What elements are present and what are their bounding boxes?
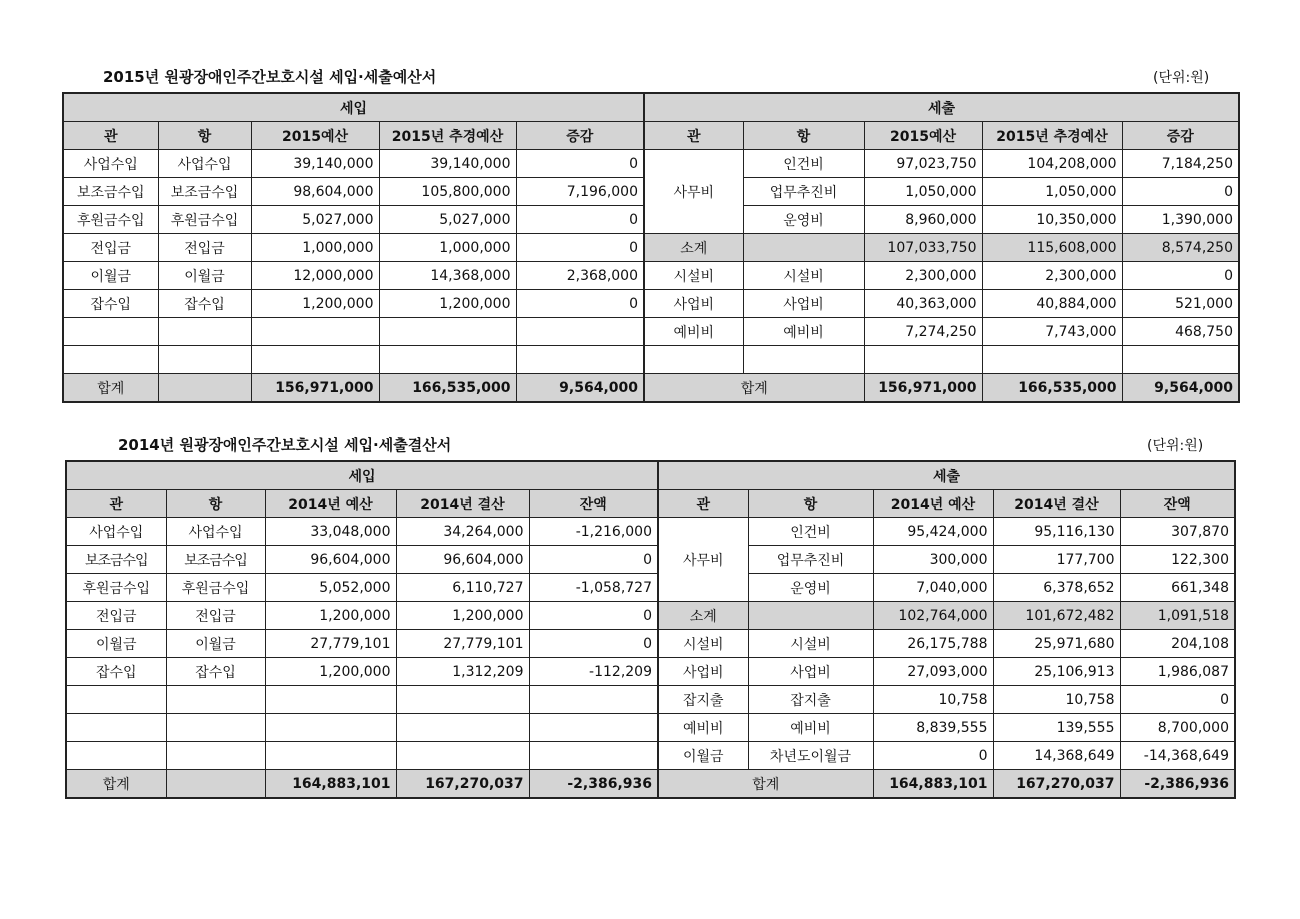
cell: [743, 346, 864, 374]
cell: -14,368,649: [1120, 742, 1235, 770]
cell: [529, 714, 658, 742]
cell: 예비비: [743, 318, 864, 346]
cell: 101,672,482: [993, 602, 1120, 630]
cell: [864, 346, 982, 374]
cell: 전입금: [66, 602, 166, 630]
cell: 10,350,000: [982, 206, 1122, 234]
col-header: 항: [158, 122, 251, 150]
table-row: [66, 518, 1235, 546]
col-header: 2015예산: [864, 122, 982, 150]
cell: [265, 714, 396, 742]
expense-group-label: 사무비: [644, 150, 743, 234]
cell: 95,424,000: [873, 518, 993, 546]
cell: 40,363,000: [864, 290, 982, 318]
cell: [166, 770, 265, 799]
cell: 1,050,000: [982, 178, 1122, 206]
expense-group-label: 사무비: [658, 518, 748, 602]
cell: 33,048,000: [265, 518, 396, 546]
cell: 97,023,750: [864, 150, 982, 178]
settlement-2014-table: [65, 460, 1236, 799]
cell: 이월금: [166, 630, 265, 658]
col-header: 증감: [1122, 122, 1239, 150]
cell: 9,564,000: [516, 374, 644, 403]
cell: [982, 346, 1122, 374]
table-row: [66, 546, 1235, 574]
cell: 차년도이월금: [748, 742, 873, 770]
cell: [396, 742, 529, 770]
cell: 166,535,000: [982, 374, 1122, 403]
cell: 예비비: [748, 714, 873, 742]
cell: 2,368,000: [516, 262, 644, 290]
cell: 잡지출: [658, 686, 748, 714]
cell: [379, 318, 516, 346]
cell: [66, 714, 166, 742]
col-header: 항: [743, 122, 864, 150]
cell: [158, 374, 251, 403]
expense-section-header: 세출: [644, 93, 1239, 122]
cell: 1,312,209: [396, 658, 529, 686]
cell: 보조금수입: [63, 178, 158, 206]
cell: 107,033,750: [864, 234, 982, 262]
cell: 8,700,000: [1120, 714, 1235, 742]
col-header: 관: [658, 490, 748, 518]
cell: 사업비: [644, 290, 743, 318]
cell: 0: [516, 290, 644, 318]
col-header: 관: [66, 490, 166, 518]
cell: [396, 714, 529, 742]
col-header: 잔액: [1120, 490, 1235, 518]
column-header-row: [63, 122, 1239, 150]
cell: [158, 346, 251, 374]
cell: 0: [516, 234, 644, 262]
total-label: 합계: [63, 374, 158, 403]
cell: [529, 742, 658, 770]
cell: 166,535,000: [379, 374, 516, 403]
cell: 보조금수입: [66, 546, 166, 574]
cell: 164,883,101: [265, 770, 396, 799]
cell: 0: [529, 546, 658, 574]
table-row: [63, 150, 1239, 178]
col-header: 2015년 추경예산: [379, 122, 516, 150]
cell: 1,200,000: [265, 658, 396, 686]
table-row: [66, 630, 1235, 658]
cell: -2,386,936: [1120, 770, 1235, 799]
total-label: 합계: [658, 770, 873, 799]
cell: 204,108: [1120, 630, 1235, 658]
cell: [63, 318, 158, 346]
cell: [63, 346, 158, 374]
cell: 27,779,101: [396, 630, 529, 658]
table-row: [66, 742, 1235, 770]
cell: 177,700: [993, 546, 1120, 574]
cell: 9,564,000: [1122, 374, 1239, 403]
cell: 사업수입: [66, 518, 166, 546]
cell: 시설비: [748, 630, 873, 658]
cell: 사업비: [743, 290, 864, 318]
cell: 521,000: [1122, 290, 1239, 318]
cell: 업무추진비: [743, 178, 864, 206]
cell: 예비비: [658, 714, 748, 742]
cell: 1,050,000: [864, 178, 982, 206]
table-row: [66, 602, 1235, 630]
cell: [1122, 346, 1239, 374]
cell: 10,758: [873, 686, 993, 714]
cell: 25,971,680: [993, 630, 1120, 658]
cell: 0: [529, 630, 658, 658]
cell: 후원금수입: [63, 206, 158, 234]
cell: [66, 742, 166, 770]
expense-section-header: 세출: [658, 461, 1235, 490]
cell: 39,140,000: [379, 150, 516, 178]
cell: 5,027,000: [251, 206, 379, 234]
cell: 139,555: [993, 714, 1120, 742]
table-row: [63, 318, 1239, 346]
table-row: [66, 686, 1235, 714]
cell: 40,884,000: [982, 290, 1122, 318]
cell: 1,200,000: [396, 602, 529, 630]
cell: 예비비: [644, 318, 743, 346]
cell: 1,390,000: [1122, 206, 1239, 234]
cell: 사업수입: [63, 150, 158, 178]
cell: 34,264,000: [396, 518, 529, 546]
cell: 164,883,101: [873, 770, 993, 799]
cell: 27,093,000: [873, 658, 993, 686]
cell: [166, 714, 265, 742]
cell: 0: [1122, 178, 1239, 206]
col-header: 2014년 예산: [265, 490, 396, 518]
cell: [166, 686, 265, 714]
table-row: [66, 658, 1235, 686]
total-label: 합계: [644, 374, 864, 403]
cell: 26,175,788: [873, 630, 993, 658]
cell: 8,574,250: [1122, 234, 1239, 262]
col-header: 잔액: [529, 490, 658, 518]
cell: 10,758: [993, 686, 1120, 714]
cell: 보조금수입: [166, 546, 265, 574]
cell: 후원금수입: [166, 574, 265, 602]
cell: 96,604,000: [265, 546, 396, 574]
total-label: 합계: [66, 770, 166, 799]
subtotal-label: 소계: [658, 602, 748, 630]
cell: 156,971,000: [864, 374, 982, 403]
table-row: [66, 574, 1235, 602]
cell: 7,743,000: [982, 318, 1122, 346]
col-header: 2014년 결산: [396, 490, 529, 518]
cell: 98,604,000: [251, 178, 379, 206]
cell: 1,000,000: [251, 234, 379, 262]
table-row: [66, 714, 1235, 742]
cell: 보조금수입: [158, 178, 251, 206]
cell: 6,378,652: [993, 574, 1120, 602]
cell: 14,368,000: [379, 262, 516, 290]
cell: 95,116,130: [993, 518, 1120, 546]
cell: 사업비: [748, 658, 873, 686]
cell: 1,200,000: [379, 290, 516, 318]
cell: 1,000,000: [379, 234, 516, 262]
col-header: 2015년 추경예산: [982, 122, 1122, 150]
col-header: 항: [748, 490, 873, 518]
revenue-section-header: 세입: [63, 93, 644, 122]
cell: [379, 346, 516, 374]
cell: 14,368,649: [993, 742, 1120, 770]
cell: 잡수입: [166, 658, 265, 686]
cell: [644, 346, 743, 374]
cell: 후원금수입: [158, 206, 251, 234]
budget-2015-title: 2015년 원광장애인주간보호시설 세입·세출예산서: [103, 68, 437, 86]
cell: 인건비: [748, 518, 873, 546]
revenue-section-header: 세입: [66, 461, 658, 490]
col-header: 관: [644, 122, 743, 150]
subtotal-label: 소계: [644, 234, 743, 262]
cell: 잡수입: [158, 290, 251, 318]
cell: 105,800,000: [379, 178, 516, 206]
cell: 전입금: [63, 234, 158, 262]
cell: 307,870: [1120, 518, 1235, 546]
cell: 0: [516, 150, 644, 178]
cell: 운영비: [743, 206, 864, 234]
cell: 122,300: [1120, 546, 1235, 574]
table-row: [63, 262, 1239, 290]
cell: 사업수입: [158, 150, 251, 178]
cell: [265, 742, 396, 770]
budget-2015-table: [62, 92, 1240, 403]
col-header: 항: [166, 490, 265, 518]
budget-2015-unit: (단위:원): [1153, 70, 1210, 86]
cell: [748, 602, 873, 630]
cell: 잡수입: [63, 290, 158, 318]
cell: 2,300,000: [982, 262, 1122, 290]
cell: -2,386,936: [529, 770, 658, 799]
cell: -112,209: [529, 658, 658, 686]
cell: 2,300,000: [864, 262, 982, 290]
col-header: 2015예산: [251, 122, 379, 150]
cell: -1,216,000: [529, 518, 658, 546]
cell: 8,960,000: [864, 206, 982, 234]
cell: 7,040,000: [873, 574, 993, 602]
column-header-row: [66, 490, 1235, 518]
cell: 0: [873, 742, 993, 770]
total-row: [63, 374, 1239, 403]
cell: 27,779,101: [265, 630, 396, 658]
cell: 운영비: [748, 574, 873, 602]
cell: 사업비: [658, 658, 748, 686]
cell: 8,839,555: [873, 714, 993, 742]
total-row: [66, 770, 1235, 799]
col-header: 관: [63, 122, 158, 150]
cell: 전입금: [166, 602, 265, 630]
col-header: 2014년 예산: [873, 490, 993, 518]
cell: 115,608,000: [982, 234, 1122, 262]
settlement-2014-unit: (단위:원): [1147, 438, 1204, 454]
cell: 1,986,087: [1120, 658, 1235, 686]
cell: [158, 318, 251, 346]
cell: 후원금수입: [66, 574, 166, 602]
cell: 7,196,000: [516, 178, 644, 206]
col-header: 2014년 결산: [993, 490, 1120, 518]
cell: 시설비: [658, 630, 748, 658]
cell: [743, 234, 864, 262]
cell: 156,971,000: [251, 374, 379, 403]
settlement-2014-title: 2014년 원광장애인주간보호시설 세입·세출결산서: [118, 436, 452, 454]
table-row: [63, 234, 1239, 262]
cell: [516, 346, 644, 374]
cell: 0: [1122, 262, 1239, 290]
cell: 1,091,518: [1120, 602, 1235, 630]
cell: 사업수입: [166, 518, 265, 546]
cell: 이월금: [66, 630, 166, 658]
cell: 39,140,000: [251, 150, 379, 178]
cell: 1,200,000: [265, 602, 396, 630]
cell: 25,106,913: [993, 658, 1120, 686]
cell: [516, 318, 644, 346]
cell: 167,270,037: [396, 770, 529, 799]
cell: 0: [516, 206, 644, 234]
cell: 전입금: [158, 234, 251, 262]
cell: 300,000: [873, 546, 993, 574]
cell: 6,110,727: [396, 574, 529, 602]
cell: 5,052,000: [265, 574, 396, 602]
table-row: [63, 290, 1239, 318]
cell: 1,200,000: [251, 290, 379, 318]
cell: 7,274,250: [864, 318, 982, 346]
cell: 잡지출: [748, 686, 873, 714]
cell: 5,027,000: [379, 206, 516, 234]
cell: 인건비: [743, 150, 864, 178]
cell: [166, 742, 265, 770]
cell: [251, 346, 379, 374]
cell: 업무추진비: [748, 546, 873, 574]
cell: 0: [1120, 686, 1235, 714]
cell: 시설비: [644, 262, 743, 290]
cell: 이월금: [658, 742, 748, 770]
cell: 이월금: [158, 262, 251, 290]
cell: 12,000,000: [251, 262, 379, 290]
cell: 0: [529, 602, 658, 630]
cell: [265, 686, 396, 714]
cell: [396, 686, 529, 714]
cell: [66, 686, 166, 714]
table-row: [63, 346, 1239, 374]
cell: -1,058,727: [529, 574, 658, 602]
cell: 468,750: [1122, 318, 1239, 346]
cell: 이월금: [63, 262, 158, 290]
cell: 7,184,250: [1122, 150, 1239, 178]
cell: 661,348: [1120, 574, 1235, 602]
cell: 104,208,000: [982, 150, 1122, 178]
cell: 167,270,037: [993, 770, 1120, 799]
cell: 시설비: [743, 262, 864, 290]
cell: [529, 686, 658, 714]
cell: 잡수입: [66, 658, 166, 686]
col-header: 증감: [516, 122, 644, 150]
cell: 102,764,000: [873, 602, 993, 630]
cell: [251, 318, 379, 346]
cell: 96,604,000: [396, 546, 529, 574]
